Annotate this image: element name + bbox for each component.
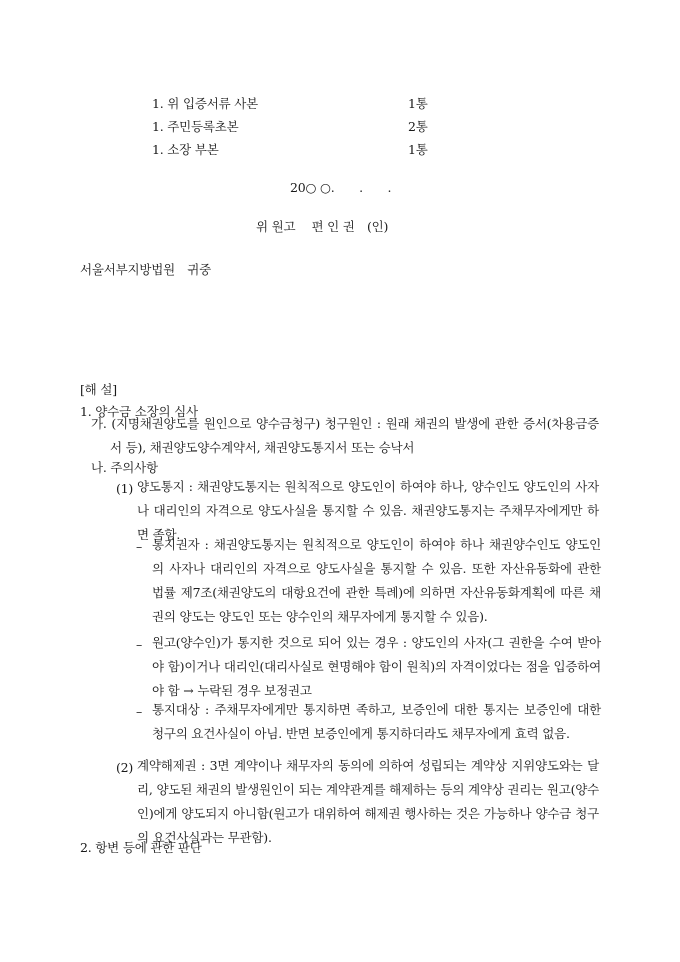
point-2-text: 계약해제권 : 3면 계약이나 채무자의 동의에 의하여 성립되는 계약상 지위양도와는 달리, 양도된 채권의 발생원인이 되는 계약관계를 해제하는 등의 계약상 권리는 원고(양수인)에게 양도되지 아니함(원고가 대위하여 해제권 행사하는 것은 가능하나 양수금 청구의 요건사실과는 무관함). (137, 758, 599, 845)
dash-item-notifier-text: 통지권자 : 채권양도통지는 원칙적으로 양도인이 하여야 하나 채권양수인도 양도인의 사자나 대리인의 자격으로 양도사실을 통지할 수 있음. 또한 자산유동화에 관한 법률 제7조(채권양도의 대항요건에 관한 특례)에 의하면 자산유동화계획에 따른 채권의 양도는 양도인 또는 양수인의 채무자에게 통지할 수 있음). (152, 537, 601, 624)
attachment-3-label: 1. 소장 부본 (152, 142, 219, 157)
signature-line: 위 원고 편 인 권 (인) (256, 219, 389, 234)
attachment-1-label: 1. 위 입증서류 사본 (152, 96, 258, 111)
court-addressee: 서울서부지방법원 귀중 (80, 262, 212, 277)
section-1-title: 1. 양수금 소장의 심사 (80, 404, 198, 419)
dash-mark: – (136, 539, 143, 554)
dash-item-plaintiff-notice-text: 원고(양수인)가 통지한 것으로 되어 있는 경우 : 양도인의 사자(그 권한을 수여 받아야 함)이거나 대리인(대리사실로 현명해야 함이 원칙)의 자격이었다는 점을 입증하여야 함 → 누락된 경우 보정권고 (152, 635, 601, 698)
attachment-2-label: 1. 주민등록초본 (152, 119, 239, 134)
item-na-title: 나. 주의사항 (91, 460, 158, 475)
date-line: 20○ ○. . . (290, 180, 392, 195)
commentary-heading: [해 설] (80, 382, 117, 397)
section-2-title: 2. 항변 등에 관한 판단 (80, 840, 202, 855)
dash-mark: – (136, 704, 143, 719)
attachment-2-count: 2통 (408, 119, 428, 134)
point-2-number: (2) (116, 760, 134, 775)
point-2-block (137, 754, 599, 850)
attachment-1-count: 1통 (408, 96, 428, 111)
item-ga-text: 가. (지명채권양도를 원인으로 양수금청구) 청구원인 : 원래 채권의 발생에 관한 증서(차용금증서 등), 채권양도양수계약서, 채권양도통지서 또는 승낙서 (91, 416, 599, 455)
dash-item-target-text: 통지대상 : 주채무자에게만 통지하면 족하고, 보증인에 대한 통지는 보증인에 대한 청구의 요건사실이 아님. 반면 보증인에게 통지하더라도 채무자에게 효력 없음. (152, 702, 601, 741)
point-1-text: 양도통지 : 채권양도통지는 원칙적으로 양도인이 하여야 하나, 양수인도 양도인의 사자나 대리인의 자격으로 양도사실을 통지할 수 있음. 채권양도통지는 주채무자에게만 하면 족함. (137, 479, 599, 542)
attachment-3-count: 1통 (408, 142, 428, 157)
dash-mark: – (136, 637, 143, 652)
item-ga (91, 412, 599, 460)
point-1-number: (1) (116, 481, 134, 496)
